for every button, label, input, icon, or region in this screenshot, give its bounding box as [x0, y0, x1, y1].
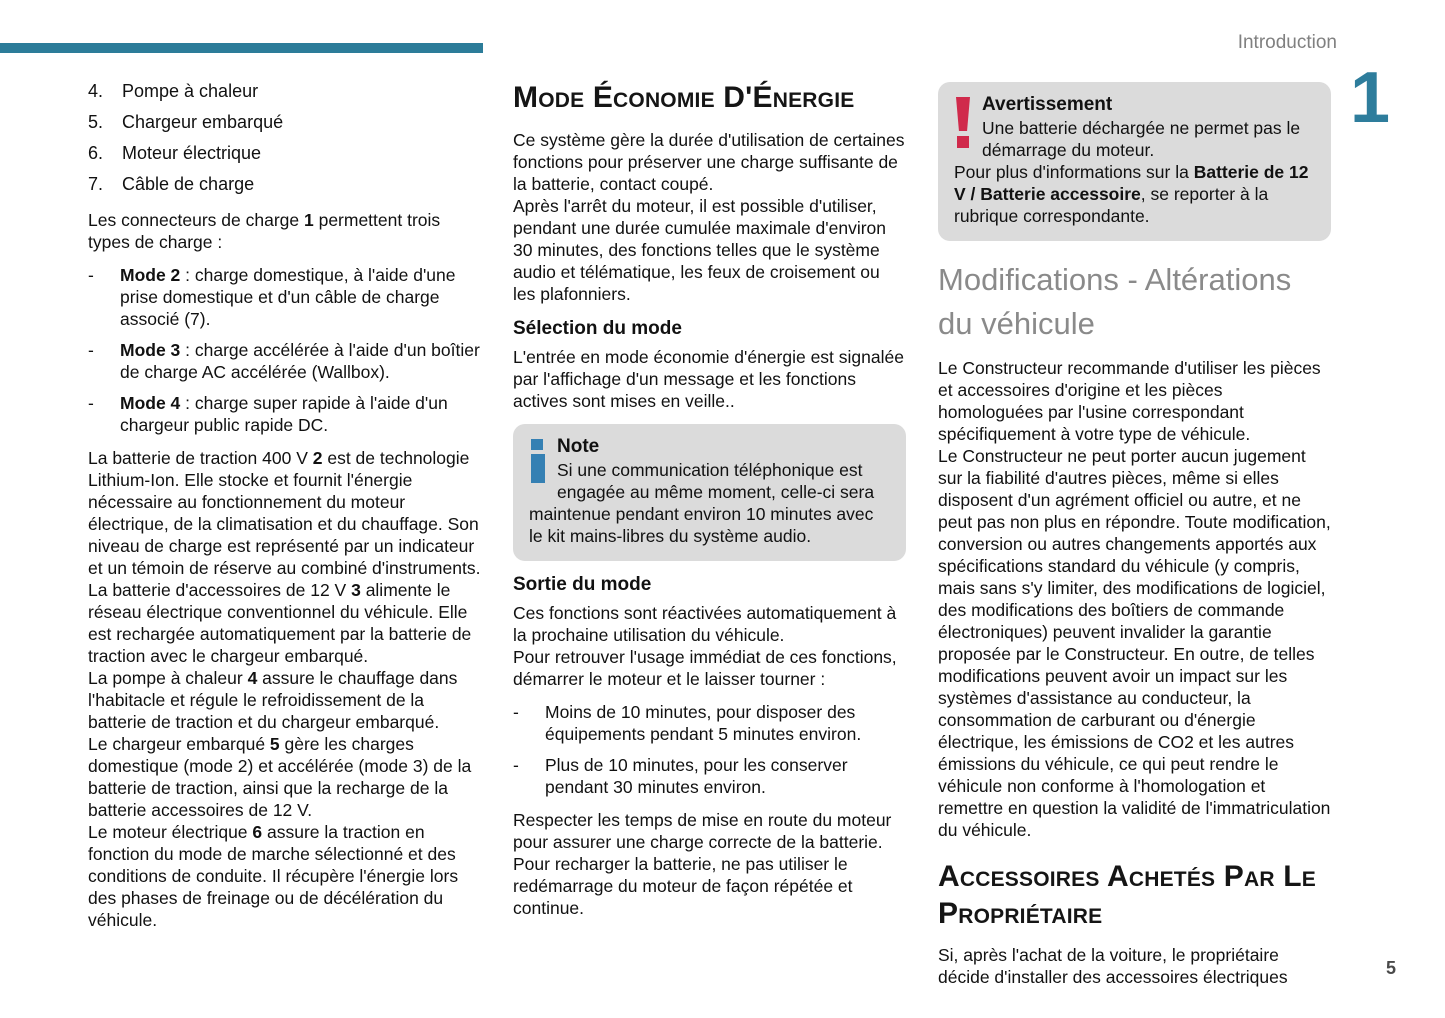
top-accent-bar — [0, 43, 483, 53]
intro-paragraph: Les connecteurs de charge 1 permettent trois types de charge : — [88, 210, 441, 252]
list-item-text: Mode 2 : charge domestique, à l'aide d'une prise domestique et d'un câble de charge associé (7). — [120, 265, 456, 329]
dash-bullet: - — [88, 393, 94, 413]
numbered-key-list — [88, 80, 483, 195]
note-title: Note — [557, 435, 600, 457]
list-item-label: Chargeur embarqué — [122, 112, 284, 132]
body-paragraph: Le chargeur embarqué 5 gère les charges domestique (mode 2) et accélérée (mode 3) de la batterie de traction, ainsi que la recharge de la batterie accessoires de 12 V. — [88, 734, 472, 820]
list-item-text: Mode 3 : charge accélérée à l'aide d'un boîtier de charge AC accélérée (Wallbox). — [120, 340, 480, 382]
list-item-number: 5. — [88, 112, 104, 132]
warning-text: Pour plus d'informations sur la Batterie de 12 V / Batterie accessoire, se reporter à la rubrique correspondante. — [954, 162, 1309, 226]
header-section-label: Introduction — [1237, 32, 1337, 53]
body-paragraph: Ce système gère la durée d'utilisation de certaines fonctions pour préserver une charge suffisante de la batterie, contact coupé. — [513, 129, 905, 194]
list-item-number: 7. — [88, 174, 104, 194]
list-item-number: 4. — [88, 81, 104, 101]
section-heading: Mode Économie D'Énergie — [513, 81, 855, 114]
list-item — [88, 392, 483, 436]
column-left — [88, 80, 483, 931]
info-icon-bar — [531, 454, 545, 483]
warning-text: Une batterie déchargée ne permet pas le démarrage du moteur. — [982, 118, 1301, 160]
body-paragraph: Le moteur électrique 6 assure la traction en fonction du mode de marche sélectionné et des conditions de conduite. Il récupère l'énergie lors des phases de freinage ou de décélération du véhicule. — [88, 822, 459, 930]
page-number: 5 — [1386, 958, 1397, 978]
engine-run-list — [513, 701, 906, 798]
subsection-heading: Sortie du mode — [513, 573, 652, 595]
list-item-text: Plus de 10 minutes, pour les conserver pendant 30 minutes environ. — [545, 754, 848, 797]
list-item — [88, 173, 483, 195]
list-item-label: Pompe à chaleur — [122, 81, 259, 101]
dash-bullet: - — [88, 340, 94, 360]
list-item — [88, 111, 483, 133]
closing-paragraph: Si, après l'achat de la voiture, le propriétaire décide d'installer des accessoires électriques — [938, 945, 1288, 988]
info-icon-dot — [531, 439, 543, 450]
body-paragraph: La batterie de traction 400 V 2 est de technologie Lithium-Ion. Elle stocke et fournit l'énergie nécessaire au fonctionnement du moteur électrique, de la climatisation et du chauffage. Son niveau de charge est représenté par un indicateur et un témoin de réserve au combiné d'instruments. — [88, 448, 481, 578]
list-item — [88, 264, 483, 330]
dash-bullet: - — [88, 265, 94, 285]
list-item — [88, 142, 483, 164]
list-item-number: 6. — [88, 143, 104, 163]
column-right — [938, 80, 1331, 988]
warning-icon — [956, 97, 970, 148]
body-paragraph: Le Constructeur recommande d'utiliser les pièces et accessoires d'origine et les pièces homologuées par l'usine correspondant spécifiquement à votre type de véhicule. — [938, 358, 1321, 445]
body-paragraph: Pour retrouver l'usage immédiat de ces fonctions, démarrer le moteur et le laisser tourner : — [513, 646, 897, 689]
body-paragraph: Le Constructeur ne peut porter aucun jugement sur la fiabilité d'autres pièces, même si elles disposent d'un agrément officiel ou autre, et ne peut pas non plus en répondre. Toute modification, conversion ou autres changements apportés aux spécifications standard du véhicule (y compris, mais sans s'y limiter, des modifications de logiciel, des modifications des boîtiers de commande électroniques) peuvent invalider la garantie proposée par le Constructeur. En outre, de telles modifications peuvent avoir un impact sur les systèmes d'assistance au conducteur, la consommation de carburant ou d'énergie électrique, les émissions de CO2 et les autres émissions du véhicule, ce qui peut rendre le véhicule non conforme à l'homologation et remettre en question la validité de l'immatriculation du véhicule. — [938, 446, 1331, 841]
subsection-heading: Sélection du mode — [513, 317, 682, 339]
dash-bullet: - — [513, 754, 519, 775]
list-item — [513, 754, 906, 798]
warning-title: Avertissement — [982, 94, 1113, 115]
body-paragraph: L'entrée en mode économie d'énergie est signalée par l'affichage d'un message et les fonctions actives sont mises en veille.. — [513, 346, 904, 411]
list-item — [88, 80, 483, 102]
chapter-number-tab: 1 — [1350, 58, 1389, 138]
list-item-text: Mode 4 : charge super rapide à l'aide d'un chargeur public rapide DC. — [120, 393, 448, 435]
warning-icon-dot — [957, 136, 969, 148]
list-item-text: Moins de 10 minutes, pour disposer des équipements pendant 5 minutes environ. — [545, 701, 862, 744]
info-icon — [531, 439, 545, 483]
section-heading: Accessoires Achetés Par Le Propriétaire — [938, 860, 1316, 930]
warning-box — [938, 82, 1331, 241]
body-paragraph: La pompe à chaleur 4 assure le chauffage dans l'habitacle et régule le refroidissement de la batterie de traction et du chargeur embarqué. — [88, 668, 458, 732]
list-item-label: Moteur électrique — [122, 143, 262, 163]
list-item — [88, 339, 483, 383]
gray-section-heading: Modifications - Altérations du véhicule — [938, 262, 1292, 342]
body-paragraph: Après l'arrêt du moteur, il est possible d'utiliser, pendant une durée cumulée maximale d'environ 30 minutes, des fonctions telles que le système audio et télématique, les feux de croisement ou les plafonniers. — [513, 195, 887, 304]
warning-icon-bar — [956, 97, 970, 131]
list-item — [513, 701, 906, 745]
dash-bullet: - — [513, 701, 519, 722]
column-middle — [513, 80, 906, 919]
note-box — [513, 424, 906, 561]
body-paragraph: Respecter les temps de mise en route du moteur pour assurer une charge correcte de la batterie. Pour recharger la batterie, ne pas utiliser le redémarrage du moteur de façon répétée et continue. — [513, 809, 892, 918]
body-paragraph: Ces fonctions sont réactivées automatiquement à la prochaine utilisation du véhicule. — [513, 602, 897, 645]
note-text: Si une communication téléphonique est engagée au même moment, celle-ci sera maintenue pendant environ 10 minutes avec le kit mains-libres du système audio. — [529, 459, 875, 546]
list-item-label: Câble de charge — [122, 174, 255, 194]
charge-mode-list — [88, 264, 483, 436]
body-paragraph: La batterie d'accessoires de 12 V 3 alimente le réseau électrique conventionnel du véhicule. Elle est rechargée automatiquement par la batterie de traction avec le chargeur embarqué. — [88, 580, 472, 666]
